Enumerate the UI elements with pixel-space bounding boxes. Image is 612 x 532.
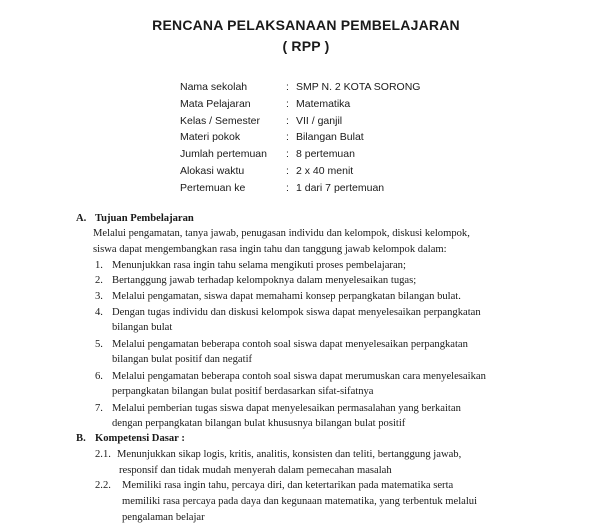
list-item-text: bilangan bulat xyxy=(112,322,173,333)
list-item-text: responsif dan tidak mudah menyerah dalam pemecahan masalah xyxy=(119,465,392,476)
info-value: Bilangan Bulat xyxy=(296,131,364,144)
list-item-number: 2. xyxy=(95,275,103,286)
list-item-text: Menunjukkan rasa ingin tahu selama mengikuti proses pembelajaran; xyxy=(112,260,406,271)
list-item-number: 3. xyxy=(95,291,103,302)
info-row-topic xyxy=(180,129,510,146)
info-label: Kelas / Semester xyxy=(180,114,260,127)
list-item-text: Memiliki rasa ingin tahu, percaya diri, dan ketertarikan pada matematika serta xyxy=(122,480,454,491)
list-item-text: perpangkatan bilangan bulat positif berdasarkan sifat-sifatnya xyxy=(112,386,374,397)
info-row-subject xyxy=(180,96,510,113)
section-b-marker: B. xyxy=(76,433,86,444)
info-colon: : xyxy=(286,97,289,110)
list-item-text: Dengan tugas individu dan diskusi kelompok siswa dapat menyelesaikan perpangkatan xyxy=(112,307,481,318)
info-label: Jumlah pertemuan xyxy=(180,148,267,161)
info-row-time xyxy=(180,163,510,180)
info-table xyxy=(180,79,510,197)
info-row-school xyxy=(180,79,510,96)
info-label: Alokasi waktu xyxy=(180,164,245,177)
info-value: 1 dari 7 pertemuan xyxy=(296,181,385,194)
list-item-text: Bertanggung jawab terhadap kelompoknya dalam menyelesaikan tugas; xyxy=(112,275,417,286)
section-a-intro-line: siswa dapat mengembangkan rasa ingin tahu dan tanggung jawab kelompok dalam: xyxy=(93,244,447,255)
list-item-text: bilangan bulat positif dan negatif xyxy=(112,354,253,365)
info-label: Nama sekolah xyxy=(180,81,248,93)
info-label: Materi pokok xyxy=(180,131,241,144)
info-colon: : xyxy=(286,181,289,194)
section-a-heading: Tujuan Pembelajaran xyxy=(95,213,194,224)
list-item-number: 5. xyxy=(95,339,103,350)
info-colon: : xyxy=(286,81,289,93)
list-item-text: Melalui pengamatan beberapa contoh soal siswa dapat menyelesaikan perpangkatan xyxy=(112,339,468,350)
info-colon: : xyxy=(286,148,289,161)
info-value: VII / ganjil xyxy=(296,114,343,127)
list-item-text: pengalaman belajar xyxy=(122,512,205,523)
list-item-text: Melalui pengamatan, siswa dapat memahami konsep perpangkatan bilangan bulat. xyxy=(112,291,461,302)
list-item-number: 2.2. xyxy=(95,480,111,491)
info-row-meetings xyxy=(180,146,510,163)
info-colon: : xyxy=(286,164,289,177)
info-colon: : xyxy=(286,131,289,144)
info-label: Mata Pelajaran xyxy=(180,97,251,110)
list-item-number: 6. xyxy=(95,371,103,382)
info-value: 2 x 40 menit xyxy=(296,164,354,177)
section-a-marker: A. xyxy=(76,213,87,224)
info-value: SMP N. 2 KOTA SORONG xyxy=(296,81,421,93)
list-item-number: 4. xyxy=(95,307,103,318)
list-item-number: 7. xyxy=(95,403,103,414)
info-label: Pertemuan ke xyxy=(180,181,246,194)
info-value: 8 pertemuan xyxy=(296,148,355,161)
info-row-meeting-no xyxy=(180,180,510,197)
list-item-number: 1. xyxy=(95,260,103,271)
info-colon: : xyxy=(286,114,289,127)
list-item-text: Melalui pengamatan beberapa contoh soal siswa dapat merumuskan cara menyelesaikan xyxy=(112,371,486,382)
list-item-text: dengan perpangkatan bilangan bulat khususnya bilangan bulat positif xyxy=(112,418,406,429)
info-value: Matematika xyxy=(296,97,351,110)
section-a-intro-line: Melalui pengamatan, tanya jawab, penugasan individu dan kelompok, diskusi kelompok, xyxy=(93,228,470,239)
list-item-text: Menunjukkan sikap logis, kritis, analitis, konsisten dan teliti, bertanggung jawab, xyxy=(117,449,462,460)
list-item-text: memiliki rasa percaya pada daya dan kegunaan matematika, yang terbentuk melalui xyxy=(122,496,478,507)
section-b-heading: Kompetensi Dasar : xyxy=(95,433,185,444)
list-item-number: 2.1. xyxy=(95,449,111,460)
info-row-class xyxy=(180,113,510,130)
page-subtitle: ( RPP ) xyxy=(282,38,330,54)
page-title: RENCANA PELAKSANAAN PEMBELAJARAN xyxy=(152,17,460,33)
list-item-text: Melalui pemberian tugas siswa dapat menyelesaikan permasalahan yang berkaitan xyxy=(112,403,461,414)
